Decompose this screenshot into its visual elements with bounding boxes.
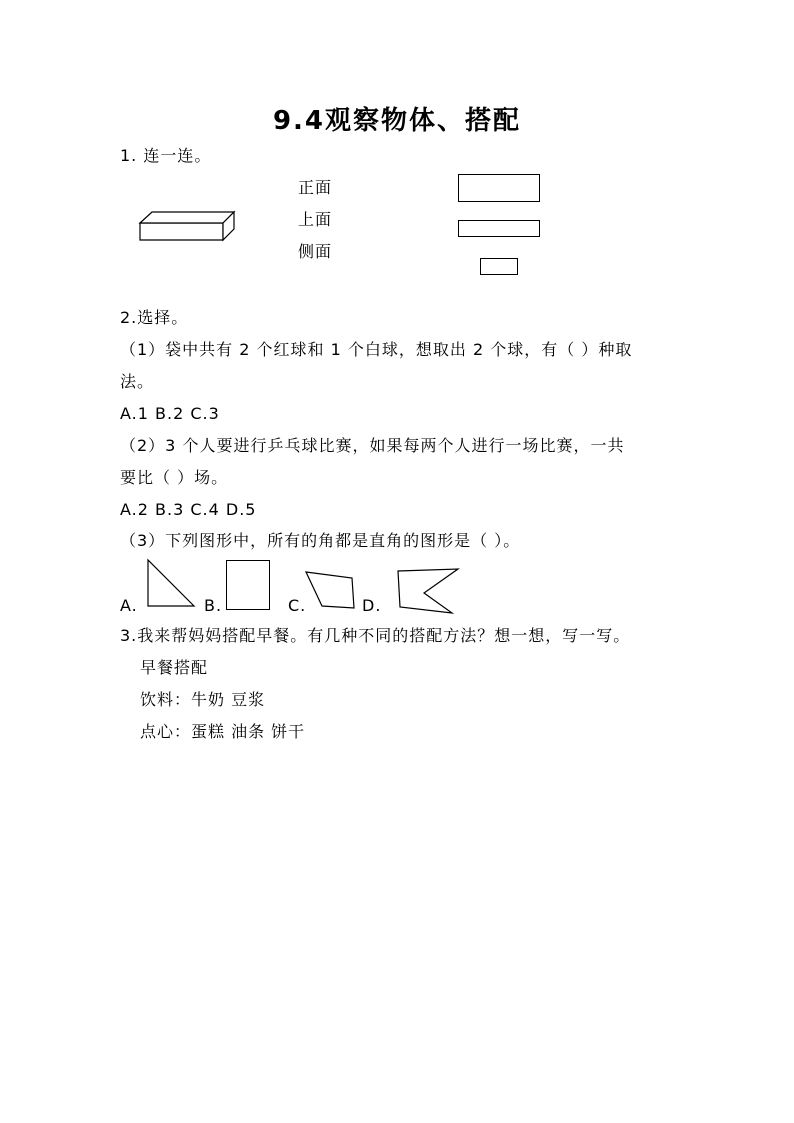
q2-part3-line1: （3）下列图形中，所有的角都是直角的图形是（ ）。 [120,531,521,550]
shape-option-a-label: A. [120,596,138,615]
q3-subtitle: 早餐搭配 [140,658,209,677]
view-rectangle-small [480,258,518,275]
q3-heading: 3.我来帮妈妈搭配早餐。有几种不同的搭配方法？想一想，写一写。 [120,626,631,645]
page-title: 9.4观察物体、搭配 [272,106,522,136]
q2-part1-options: A.1 B.2 C.3 [120,404,220,423]
view-rectangle-large [458,174,540,202]
q3-drinks: 饮料：牛奶 豆浆 [140,690,266,709]
shape-option-c-label: C. [288,596,307,615]
q3-snacks: 点心：蛋糕 油条 饼干 [140,722,306,741]
shape-option-b-label: B. [204,596,223,615]
concave-shape [394,567,462,615]
right-triangle-shape [146,558,196,608]
view-label-top: 上面 [298,210,333,229]
q1-heading: 1. 连一连。 [120,146,212,165]
view-label-front: 正面 [298,178,333,197]
q2-heading: 2.选择。 [120,308,189,327]
cuboid-figure [138,208,238,244]
shape-option-d-label: D. [362,596,382,615]
q2-part2-line1: （2）3 个人要进行乒乓球比赛，如果每两个人进行一场比赛，一共 [120,436,625,455]
view-label-side: 侧面 [298,242,333,261]
q2-part1-line1: （1）袋中共有 2 个红球和 1 个白球，想取出 2 个球，有（ ）种取 [120,340,633,359]
q2-part2-options: A.2 B.3 C.4 D.5 [120,500,257,519]
rectangle-shape [226,560,270,610]
quadrilateral-shape [304,570,356,610]
q2-part1-line2: 法。 [120,372,155,391]
q2-part2-line2: 要比（ ）场。 [120,468,229,487]
view-rectangle-long [458,220,540,237]
